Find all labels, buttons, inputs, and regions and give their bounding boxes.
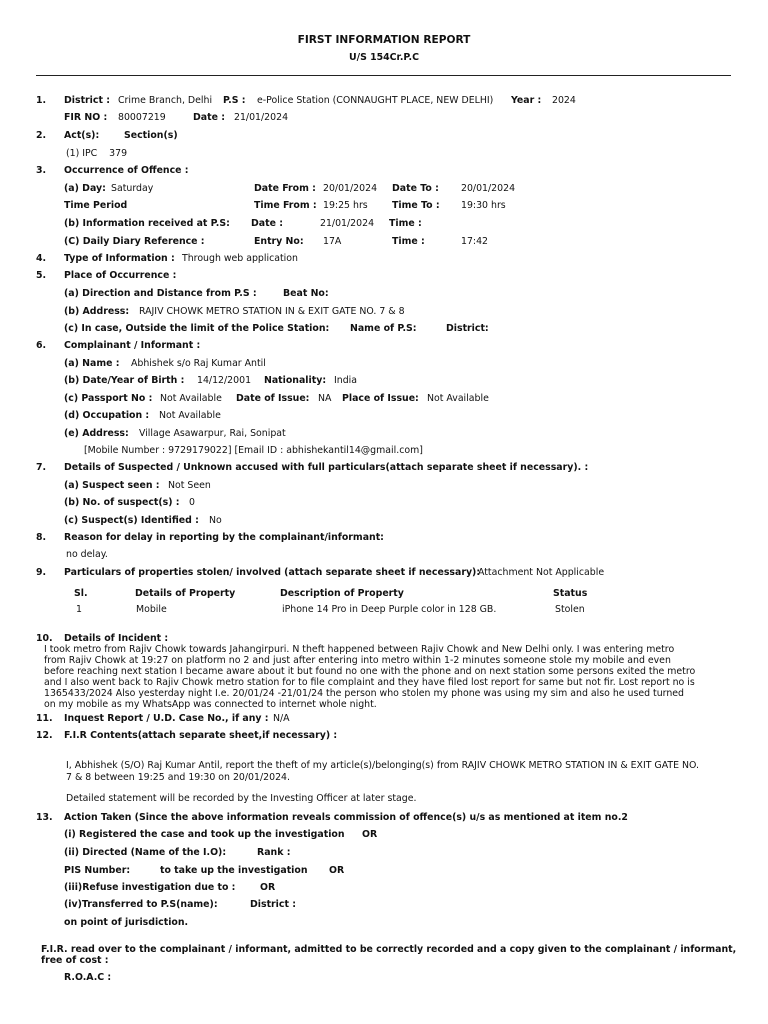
time-period-label: Time Period (64, 200, 128, 211)
place-address-label: (b) Address: (64, 306, 130, 317)
property-col-description: Description of Property (280, 588, 404, 599)
issue-place-value: Not Available (427, 393, 489, 404)
ps-value: e-Police Station (CONNAUGHT PLACE, NEW DELHI) (257, 95, 494, 106)
read-over-statement: F.I.R. read over to the complainant / informant, admitted to be correctly recorded and a copy given to the complainant / informant, (41, 944, 737, 955)
property-note: Attachment Not Applicable (478, 567, 605, 578)
date-to-value: 20/01/2024 (461, 183, 516, 194)
action-heading: Action Taken (Since the above information reveals commission of offence(s) u/s as mentioned at item no.2 (64, 812, 628, 823)
place-address-value: RAJIV CHOWK METRO STATION IN & EXIT GATE NO. 7 & 8 (139, 306, 405, 317)
fir-contents-line: Detailed statement will be recorded by the Investing Officer at later stage. (66, 793, 417, 804)
entry-label: Entry No: (254, 236, 304, 247)
report-title: FIRST INFORMATION REPORT (297, 34, 471, 46)
property-heading: Particulars of properties stolen/ involved (attach separate sheet if necessary): (64, 567, 481, 578)
header-divider (36, 75, 731, 76)
name-value: Abhishek s/o Raj Kumar Antil (131, 358, 266, 369)
fir-date-label: Date : (193, 112, 225, 123)
name-label: (a) Name : (64, 358, 120, 369)
inquest-label: Inquest Report / U.D. Case No., if any : (64, 713, 269, 724)
incident-line: I took metro from Rajiv Chowk towards Jahangirpuri. N theft happened between Rajiv Chowk and New Delhi only. I was entering metro (44, 644, 675, 655)
item-number: 12. (36, 730, 53, 741)
incident-line: on my mobile as my WhatsApp was connected to internet whole night. (44, 699, 377, 710)
issue-date-value: NA (318, 393, 332, 404)
district-value: Crime Branch, Delhi (118, 95, 213, 106)
suspect-count-value: 0 (189, 497, 195, 508)
fir-contents-line: I, Abhishek (S/O) Raj Kumar Antil, report the theft of my article(s)/belonging(s) from RAJIV CHOWK METRO STATION IN & EXIT GATE NO. (66, 760, 700, 771)
jurisdiction-label: on point of jurisdiction. (64, 917, 189, 928)
item-number: 8. (36, 532, 47, 543)
incident-line: from Rajiv Chowk at 19:27 on platform no 2 and just after entering into metro within 1-2 minutes someone stole my mobile and even (44, 655, 671, 666)
info-date-label: Date : (251, 218, 283, 229)
ps-label: P.S : (223, 95, 246, 106)
time-to-value: 19:30 hrs (461, 200, 506, 211)
complainant-heading: Complainant / Informant : (64, 340, 201, 351)
fir-contents-heading: F.I.R Contents(attach separate sheet,if necessary) : (64, 730, 338, 741)
district-label: District : (64, 95, 110, 106)
beat-label: Beat No: (283, 288, 329, 299)
take-up-label: to take up the investigation (160, 865, 308, 876)
year-value: 2024 (552, 95, 576, 106)
direction-label: (a) Direction and Distance from P.S : (64, 288, 257, 299)
date-from-label: Date From : (254, 183, 316, 194)
occupation-value: Not Available (159, 410, 221, 421)
suspect-heading: Details of Suspected / Unknown accused with full particulars(attach separate sheet if necessary). : (64, 462, 589, 473)
read-over-statement-cont: free of cost : (41, 955, 109, 966)
passport-value: Not Available (160, 393, 222, 404)
item-number: 10. (36, 633, 53, 644)
delay-heading: Reason for delay in reporting by the complainant/informant: (64, 532, 384, 543)
time-to-label: Time To : (392, 200, 440, 211)
item-number: 4. (36, 253, 47, 264)
info-received-label: (b) Information received at P.S: (64, 218, 230, 229)
info-type-value: Through web application (182, 253, 298, 264)
fir-value: 80007219 (118, 112, 166, 123)
info-type-label: Type of Information : (64, 253, 175, 264)
incident-line: and I also went back to Rajiv Chowk metro station for to file complaint and they have filed lost report for same but not fir. Lost report no is (44, 677, 695, 688)
date-to-label: Date To : (392, 183, 439, 194)
inquest-value: N/A (273, 713, 290, 724)
action-i-label: (i) Registered the case and took up the investigation (64, 829, 345, 840)
incident-line: 1365433/2024 Also yesterday night I.e. 20/01/24 -21/01/24 the person who stolen my phone was using my sim and also he used turned (44, 688, 685, 699)
time-from-value: 19:25 hrs (323, 200, 368, 211)
place-district-label: District: (446, 323, 489, 334)
incident-line: before reaching next station I became aware about it but found no one with the phone and on next station some persons exited the metro (44, 666, 696, 677)
item-number: 5. (36, 270, 47, 281)
item-number: 9. (36, 567, 47, 578)
occurrence-heading: Occurrence of Offence : (64, 165, 189, 176)
issue-place-label: Place of Issue: (342, 393, 419, 404)
entry-value: 17A (323, 236, 342, 247)
diary-label: (C) Daily Diary Reference : (64, 236, 205, 247)
property-col-status: Status (553, 588, 588, 599)
passport-label: (c) Passport No : (64, 393, 153, 404)
day-value: Saturday (111, 183, 154, 194)
item-number: 7. (36, 462, 47, 473)
info-time-label: Time : (389, 218, 422, 229)
item-number: 11. (36, 713, 53, 724)
nationality-label: Nationality: (264, 375, 327, 386)
time-from-label: Time From : (254, 200, 317, 211)
roac-label: R.O.A.C : (64, 972, 112, 983)
fir-label: FIR NO : (64, 112, 108, 123)
report-subtitle: U/S 154Cr.P.C (349, 52, 419, 63)
property-col-details: Details of Property (135, 588, 236, 599)
rank-label: Rank : (257, 847, 291, 858)
item-number: 13. (36, 812, 53, 823)
occupation-label: (d) Occupation : (64, 410, 150, 421)
action-ii-label: (ii) Directed (Name of the I.O): (64, 847, 227, 858)
acts-label: Act(s): (64, 130, 100, 141)
date-from-value: 20/01/2024 (323, 183, 378, 194)
fir-contents-line: 7 & 8 between 19:25 and 19:30 on 20/01/2024. (66, 772, 290, 783)
property-cell: 1 (76, 604, 82, 615)
dob-value: 14/12/2001 (197, 375, 252, 386)
suspect-count-label: (b) No. of suspect(s) : (64, 497, 180, 508)
issue-date-label: Date of Issue: (236, 393, 310, 404)
property-cell: Mobile (136, 604, 167, 615)
contact-details: [Mobile Number : 9729179022] [Email ID : abhishekantil14@gmail.com] (84, 445, 423, 456)
nationality-value: India (334, 375, 358, 386)
act-row: (1) IPC 379 (66, 148, 128, 159)
property-cell: iPhone 14 Pro in Deep Purple color in 128 GB. (282, 604, 497, 615)
action-iii-label: (iii)Refuse investigation due to : (64, 882, 236, 893)
diary-time-value: 17:42 (461, 236, 489, 247)
item-number: 3. (36, 165, 47, 176)
year-label: Year : (511, 95, 542, 106)
diary-time-label: Time : (392, 236, 425, 247)
pis-label: PIS Number: (64, 865, 131, 876)
sections-label: Section(s) (124, 130, 178, 141)
delay-value: no delay. (66, 549, 108, 560)
action-or: OR (362, 829, 378, 840)
info-date-value: 21/01/2024 (320, 218, 375, 229)
fir-date-value: 21/01/2024 (234, 112, 289, 123)
suspect-seen-label: (a) Suspect seen : (64, 480, 160, 491)
complainant-address-value: Village Asawarpur, Rai, Sonipat (139, 428, 286, 439)
action-or: OR (260, 882, 276, 893)
property-cell: Stolen (555, 604, 585, 615)
item-number: 6. (36, 340, 47, 351)
dob-label: (b) Date/Year of Birth : (64, 375, 185, 386)
suspect-identified-value: No (209, 515, 222, 526)
place-heading: Place of Occurrence : (64, 270, 177, 281)
action-or: OR (329, 865, 345, 876)
transfer-district-label: District : (250, 899, 296, 910)
suspect-identified-label: (c) Suspect(s) Identified : (64, 515, 199, 526)
day-label: (a) Day: (64, 183, 106, 194)
complainant-address-label: (e) Address: (64, 428, 129, 439)
item-number: 2. (36, 130, 47, 141)
action-iv-label: (iv)Transferred to P.S(name): (64, 899, 218, 910)
suspect-seen-value: Not Seen (168, 480, 211, 491)
incident-heading: Details of Incident : (64, 633, 169, 644)
outside-limit-label: (c) In case, Outside the limit of the Police Station: (64, 323, 330, 334)
name-ps-label: Name of P.S: (350, 323, 417, 334)
item-number: 1. (36, 95, 47, 106)
property-col-sl: Sl. (74, 588, 88, 599)
